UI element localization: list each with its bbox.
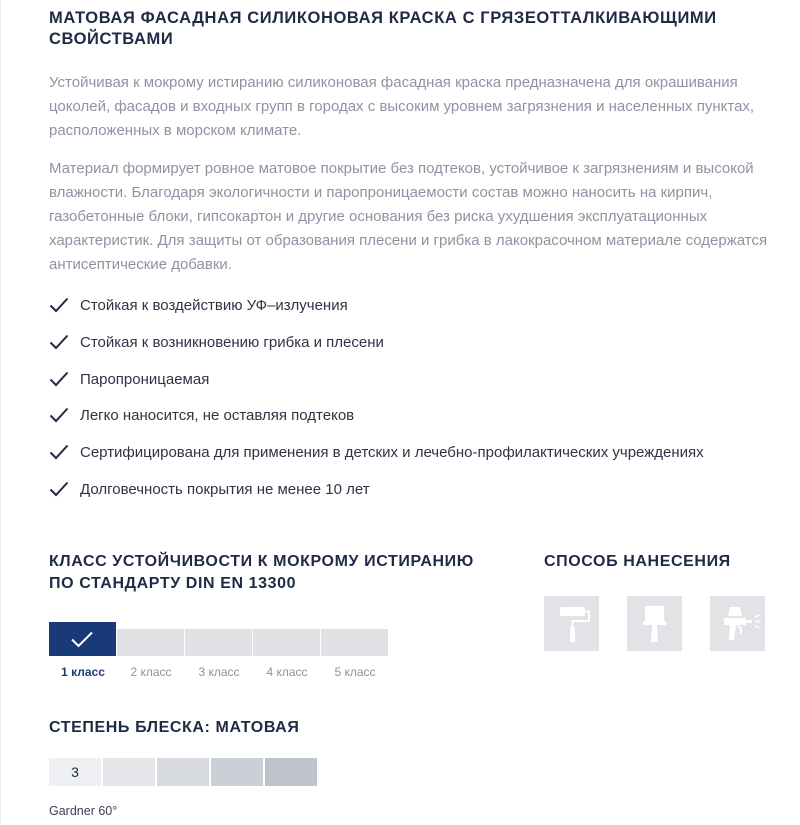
- brush-method-tile: [627, 596, 682, 651]
- class-segment-2: [117, 629, 184, 656]
- gloss-standard: Gardner 60°: [49, 804, 118, 818]
- class-label-2: 2 класс: [130, 665, 172, 679]
- gloss-segment-2: [103, 758, 155, 786]
- class-segment-5: [321, 629, 388, 656]
- product-title: МАТОВАЯ ФАСАДНАЯ СИЛИКОНОВАЯ КРАСКА С ГРЯЗЕОТТАЛКИВАЮЩИМИ СВОЙСТВАМИ: [49, 9, 717, 48]
- abrasion-class-labels: [49, 665, 389, 681]
- feature-text: Сертифицирована для применения в детских и лечебно-профилактических учреждениях: [80, 444, 704, 462]
- gloss-scale: [49, 758, 319, 786]
- feature-item: [49, 331, 769, 368]
- gloss-segment-3: [157, 758, 209, 786]
- gloss-segment-5: [265, 758, 317, 786]
- spray-gun-icon: [710, 596, 765, 651]
- feature-text: Стойкая к возникновению грибка и плесени: [80, 333, 384, 351]
- feature-item: [49, 294, 769, 331]
- feature-text: Долговечность покрытия не менее 10 лет: [80, 480, 370, 498]
- class-label-5: 5 класс: [334, 665, 376, 679]
- class-label-3: 3 класс: [198, 665, 240, 679]
- check-icon: [49, 296, 69, 314]
- left-border: [0, 0, 1, 825]
- brush-icon: [627, 596, 682, 651]
- spray-method-tile: [710, 596, 765, 651]
- feature-text: Легко наносится, не оставляя подтеков: [80, 407, 355, 425]
- abrasion-class-scale: [49, 622, 389, 656]
- gloss-segment-4: [211, 758, 263, 786]
- class-segment-1: [49, 622, 116, 656]
- class-segment-3: [185, 629, 252, 656]
- gloss-value: 3: [71, 764, 79, 780]
- feature-text: Паропроницаемая: [80, 370, 210, 388]
- gloss-title: СТЕПЕНЬ БЛЕСКА: МАТОВАЯ: [49, 719, 300, 736]
- gloss-section: [49, 717, 349, 818]
- class-segment-4: [253, 629, 320, 656]
- feature-item: [49, 478, 769, 515]
- wet-abrasion-title-line1: КЛАСС УСТОЙЧИВОСТИ К МОКРОМУ ИСТИРАНИЮ: [49, 553, 474, 570]
- product-description: [49, 8, 769, 515]
- feature-item: [49, 404, 769, 441]
- application-title: СПОСОБ НАНЕСЕНИЯ: [544, 553, 731, 570]
- selected-check-icon: [49, 622, 116, 656]
- wet-abrasion-title-line2: ПО СТАНДАРТУ DIN EN 13300: [49, 575, 297, 592]
- check-icon: [49, 480, 69, 498]
- check-icon: [49, 370, 69, 388]
- check-icon: [49, 333, 69, 351]
- features-list: [49, 294, 769, 515]
- feature-text: Стойкая к воздействию УФ–излучения: [80, 297, 348, 314]
- application-section: [544, 551, 784, 573]
- wet-abrasion-section: [49, 551, 499, 679]
- roller-icon: [544, 596, 599, 651]
- roller-method-tile: [544, 596, 599, 651]
- class-label-1: 1 класс: [61, 665, 105, 679]
- description-paragraph-1: Устойчивая к мокрому истиранию силиконовая фасадная краска предназначена для окрашивания цоколей, фасадов и входных групп в городах с высоким уровнем загрязнения и населенных пунктах, расположенных в морском климате.: [49, 74, 755, 139]
- description-paragraph-2: Материал формирует ровное матовое покрытие без подтеков, устойчивое к загрязнениям и высокой влажности. Благодаря экологичности и паропроницаемости состав можно наносить на кирпич, газобетонные блоки, гипсокартон и другие основания без риска ухудшения эксплуатационных характеристик. Для защиты от образования плесени и грибка в лакокрасочном материале содержатся антисептические добавки.: [49, 160, 768, 273]
- application-methods: [544, 596, 784, 652]
- class-label-4: 4 класс: [266, 665, 308, 679]
- feature-item: [49, 368, 769, 405]
- check-icon: [49, 406, 69, 424]
- feature-item: [49, 441, 769, 478]
- check-icon: [49, 443, 69, 461]
